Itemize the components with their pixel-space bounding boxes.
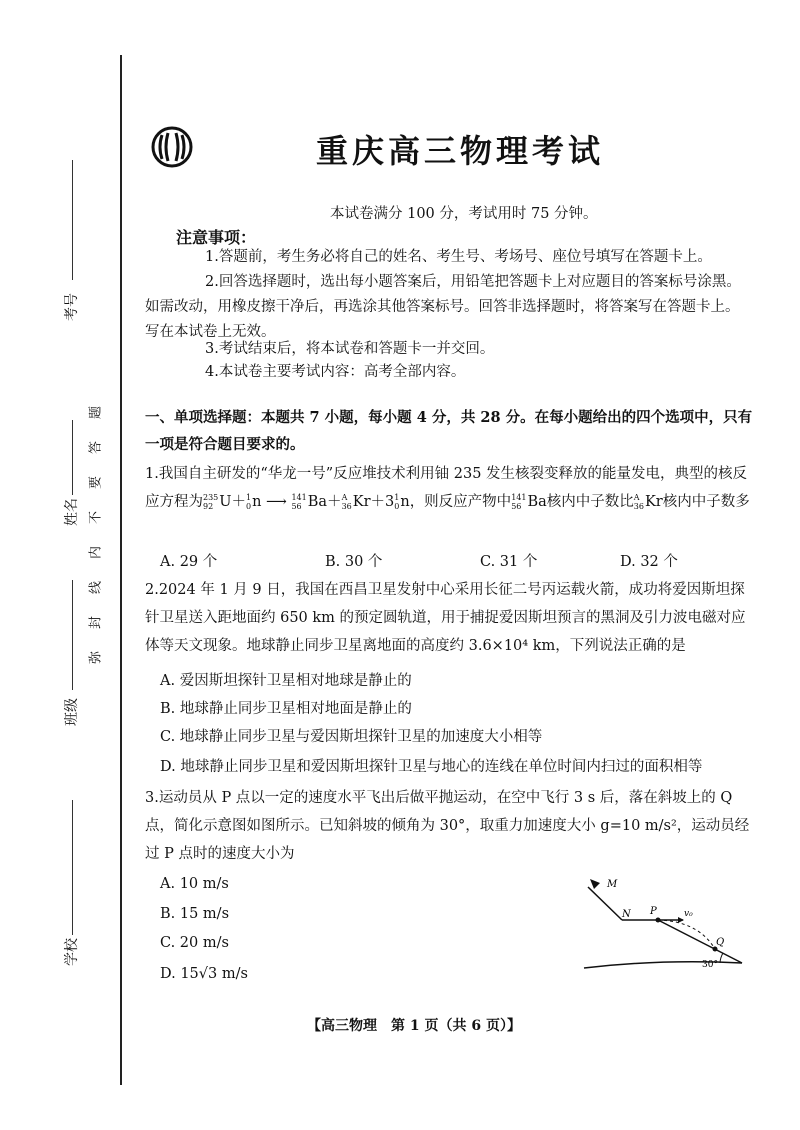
class-blank: [72, 580, 73, 690]
note-item: 1.答题前，考生务必将自己的姓名、考生号、考场号、座位号填写在答题卡上。: [205, 249, 712, 265]
exam-info: 本试卷满分 100 分，考试用时 75 分钟。: [330, 206, 598, 222]
question-1: 1.我国自主研发的“华龙一号”反应堆技术利用铀 235 发生核裂变释放的能量发电，典型的核反应方程为 235 92 U＋ 1 0 n ⟶ 141 56 Ba＋ A 36 Kr＋3 1 0 n，则反应产物中 141 56 Ba核内中子数比 A 36 Kr核内中子数多: [145, 466, 750, 511]
option-c: C. 20 m/s: [160, 935, 229, 951]
school-blank: [72, 800, 73, 935]
nuclear-equation: 235 92 U＋ 1 0 n ⟶ 141 56 Ba＋ A 36 Kr＋3 1 0 n: [203, 493, 410, 511]
exam-number-blank: [72, 160, 73, 280]
name-label: 姓名: [64, 498, 80, 526]
slope-diagram: [580, 875, 750, 975]
label-n: N: [622, 909, 631, 920]
page-title: 重庆高三物理考试: [316, 132, 605, 170]
option-b: B. 地球静止同步卫星相对地面是静止的: [160, 701, 412, 717]
option-d: D. 地球静止同步卫星和爱因斯坦探针卫星与地心的连线在单位时间内扫过的面积相等: [160, 759, 703, 775]
label-q: Q: [716, 937, 725, 948]
question-3: 3.运动员从 P 点以一定的速度水平飞出后做平抛运动，在空中飞行 3 s 后，落在斜坡上的 Q 点，简化示意图如图所示。已知斜坡的倾角为 30°，取重力加速度大小 g=10 m/s²，运动员经过 P 点时的速度大小为: [145, 790, 750, 862]
notes-heading: 注意事项：: [176, 228, 257, 247]
section-heading: 一、单项选择题：本题共 7 小题，每小题 4 分，共 28 分。在每小题给出的四个选项中，只有一项是符合题目要求的。: [145, 409, 753, 453]
option-d: D. 32 个: [620, 554, 678, 570]
ground-line: [584, 962, 742, 968]
label-m: M: [607, 879, 618, 890]
point-p: [656, 918, 661, 923]
option-a: A. 10 m/s: [160, 876, 229, 892]
class-label: 班级: [64, 698, 80, 726]
note-item: 4.本试卷主要考试内容：高考全部内容。: [205, 364, 466, 380]
option-c: C. 31 个: [480, 554, 538, 570]
publisher-logo: [150, 125, 194, 169]
option-b: B. 15 m/s: [160, 906, 230, 922]
option-a: A. 29 个: [160, 554, 218, 570]
label-angle: 30°: [702, 960, 718, 970]
label-p: P: [650, 906, 657, 917]
slope-line: [658, 920, 742, 963]
name-blank: [72, 420, 73, 495]
binding-line: [120, 55, 122, 1085]
school-label: 学校: [64, 938, 80, 966]
skier-icon: [590, 879, 600, 889]
ramp-line: [588, 887, 622, 920]
page-footer: 【高三物理 第 1 页（共 6 页）】: [307, 1018, 521, 1034]
option-a: A. 爱因斯坦探针卫星相对地球是静止的: [160, 673, 412, 689]
seal-warning: 题 答 要 不 内 线 封 弥: [88, 406, 104, 665]
option-c: C. 地球静止同步卫星与爱因斯坦探针卫星的加速度大小相等: [160, 729, 543, 745]
question-2: 2.2024 年 1 月 9 日，我国在西昌卫星发射中心采用长征二号丙运载火箭，成功将爱因斯坦探针卫星送入距地面约 650 km 的预定圆轨道，用于捕捉爱因斯坦预言的黑洞及引力波电磁对应体等天文现象。地球静止同步卫星离地面的高度约 3.6×10⁴ km，下列说法正确的是: [145, 582, 746, 654]
option-b: B. 30 个: [325, 554, 383, 570]
exam-number-label: 考号: [64, 293, 80, 321]
note-item: 2.回答选择题时，选出每小题答案后，用铅笔把答题卡上对应题目的答案标号涂黑。如需改动，用橡皮擦干净后，再选涂其他答案标号。回答非选择题时，将答案写在答题卡上。写在本试卷上无效。: [145, 274, 741, 340]
label-v0: v₀: [684, 909, 693, 919]
note-item: 3.考试结束后，将本试卷和答题卡一并交回。: [205, 341, 495, 357]
option-d: D. 15√3 m/s: [160, 966, 248, 982]
